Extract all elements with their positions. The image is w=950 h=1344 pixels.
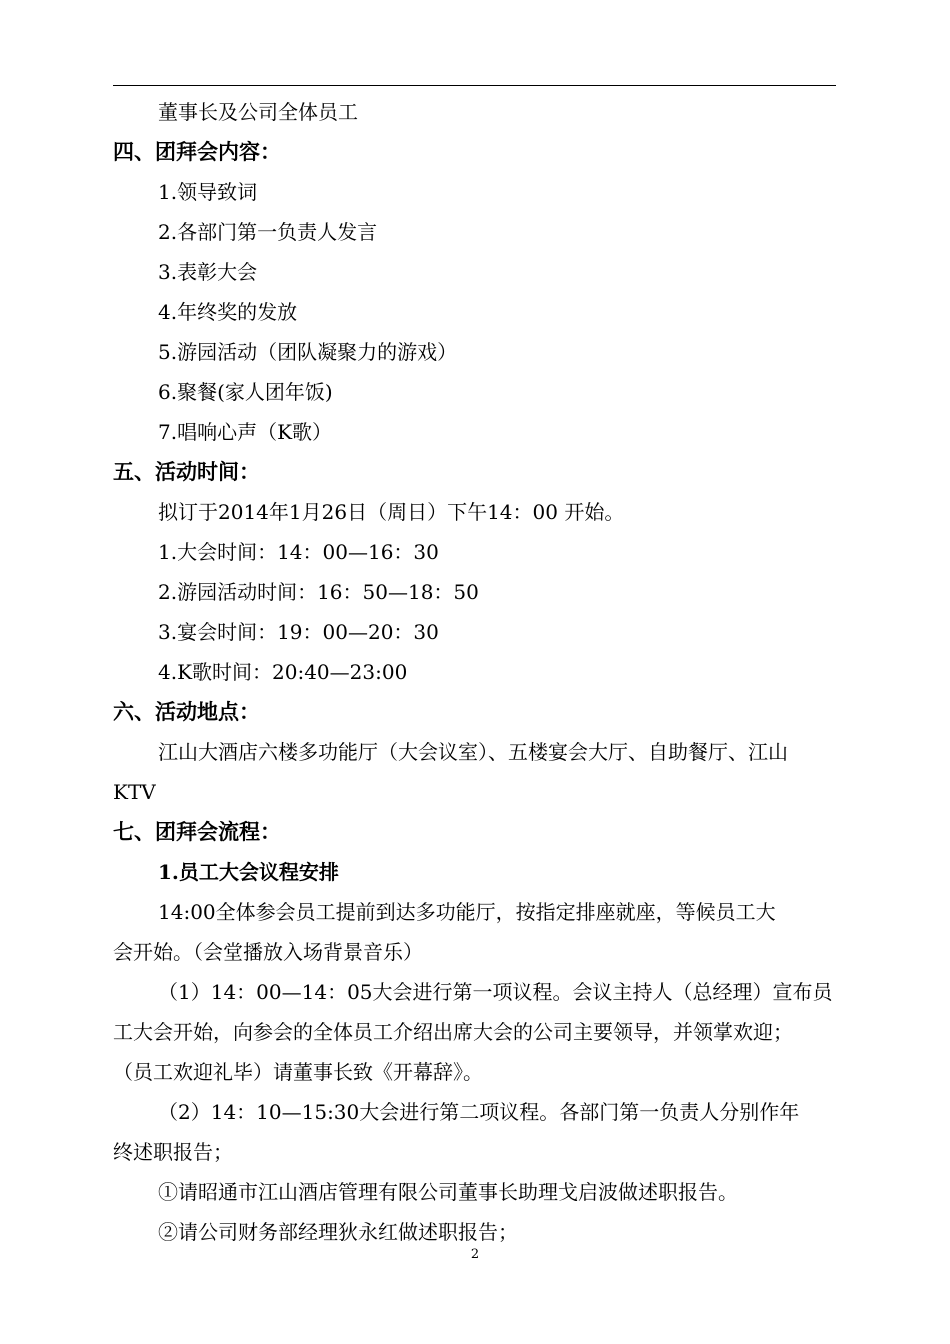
header-rule [113, 85, 836, 86]
text-line: 终述职报告； [113, 1140, 233, 1164]
list-item: 5.游园活动（团队凝聚力的游戏） [158, 340, 458, 364]
list-item: 6.聚餐(家人团年饭) [158, 380, 333, 404]
text-line: 拟订于2014年1月26日（周日）下午14：00 开始。 [158, 500, 625, 524]
list-item: 4.K歌时间：20:40—23:00 [158, 660, 408, 684]
section-heading-7: 七、团拜会流程： [113, 820, 281, 844]
list-item: 1.领导致词 [158, 180, 258, 204]
text-line: 江山大酒店六楼多功能厅（大会议室）、五楼宴会大厅、自助餐厅、江山 [158, 740, 788, 764]
text-line: 会开始。（会堂播放入场背景音乐） [113, 940, 423, 964]
subsection-heading: 1.员工大会议程安排 [158, 860, 339, 884]
list-item: 2.各部门第一负责人发言 [158, 220, 378, 244]
section-heading-5: 五、活动时间： [113, 460, 260, 484]
page-number: 2 [470, 1247, 480, 1262]
section-heading-4: 四、团拜会内容： [113, 140, 281, 164]
text-line: KTV [113, 780, 156, 804]
text-line: ①请昭通市江山酒店管理有限公司董事长助理戈启波做述职报告。 [158, 1180, 738, 1204]
section-heading-6: 六、活动地点： [113, 700, 260, 724]
text-line: 工大会开始，向参会的全体员工介绍出席大会的公司主要领导，并领掌欢迎； [113, 1020, 793, 1044]
list-item: 2.游园活动时间：16：50—18：50 [158, 580, 479, 604]
text-line: 14:00全体参会员工提前到达多功能厅，按指定排座就座，等候员工大 [158, 900, 776, 924]
list-item: 1.大会时间：14：00—16：30 [158, 540, 439, 564]
list-item: 3.宴会时间：19：00—20：30 [158, 620, 439, 644]
text-line: 董事长及公司全体员工 [158, 100, 358, 124]
text-line: （1）14：00—14：05大会进行第一项议程。会议主持人（总经理）宣布员 [158, 980, 833, 1004]
list-item: 3.表彰大会 [158, 260, 258, 284]
text-line: （2）14：10—15:30大会进行第二项议程。各部门第一负责人分别作年 [158, 1100, 800, 1124]
list-item: 4.年终奖的发放 [158, 300, 298, 324]
text-line: ②请公司财务部经理狄永红做述职报告； [158, 1220, 518, 1244]
text-line: （员工欢迎礼毕）请董事长致《开幕辞》。 [113, 1060, 483, 1084]
list-item: 7.唱响心声（K歌） [158, 420, 333, 444]
